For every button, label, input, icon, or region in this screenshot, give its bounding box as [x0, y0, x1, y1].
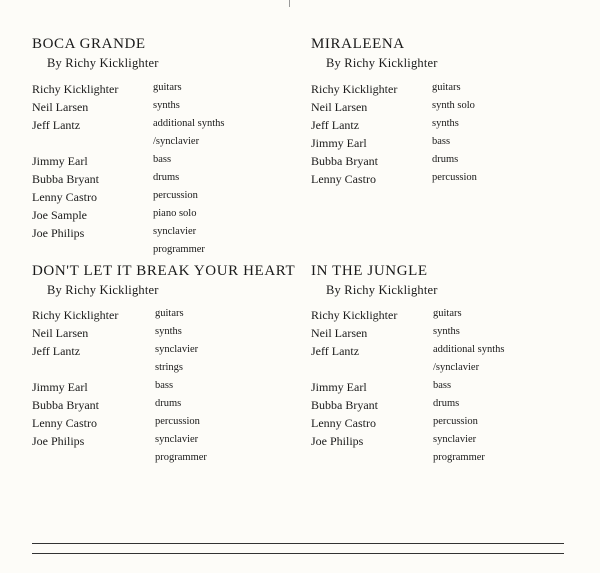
instrument: drums	[433, 398, 460, 409]
instrument: additional synths	[153, 118, 225, 129]
musician-name: Bubba Bryant	[32, 398, 99, 412]
instrument: /synclavier	[153, 136, 200, 147]
byline: By Richy Kicklighter	[326, 56, 438, 70]
instrument: synths	[432, 118, 459, 129]
musician-name: Neil Larsen	[32, 326, 89, 340]
top-tick-mark	[289, 0, 290, 7]
song-title-dont-let-it-break-your-heart: DON'T LET IT BREAK YOUR HEART	[32, 263, 296, 279]
byline: By Richy Kicklighter	[47, 283, 159, 297]
musician-name: Jimmy Earl	[311, 380, 367, 394]
musician-name: Jimmy Earl	[32, 380, 88, 394]
song-title-in-the-jungle: IN THE JUNGLE	[311, 263, 428, 279]
musician-name: Jeff Lantz	[32, 344, 81, 358]
song-title-boca-grande: BOCA GRANDE	[32, 36, 146, 52]
instrument: piano solo	[153, 208, 197, 219]
musician-name: Lenny Castro	[32, 190, 97, 204]
instrument: synths	[155, 326, 182, 337]
musician-name: Neil Larsen	[311, 100, 368, 114]
musician-name: Joe Philips	[32, 434, 85, 448]
musician-name: Bubba Bryant	[311, 398, 378, 412]
musician-name: Joe Sample	[32, 208, 87, 222]
instrument: bass	[433, 380, 452, 391]
musician-name: Neil Larsen	[32, 100, 89, 114]
instrument: programmer	[155, 452, 207, 463]
instrument: percussion	[153, 190, 198, 201]
musician-name: Jimmy Earl	[32, 154, 88, 168]
instrument: drums	[155, 398, 182, 409]
instrument: guitars	[432, 82, 461, 93]
instrument: bass	[432, 136, 451, 147]
musician-name: Jeff Lantz	[311, 344, 360, 358]
instrument: synclavier	[433, 434, 477, 445]
instrument: percussion	[432, 172, 477, 183]
musician-name: Joe Philips	[311, 434, 364, 448]
musician-name: Richy Kicklighter	[32, 82, 119, 96]
musician-name: Bubba Bryant	[311, 154, 378, 168]
musician-name: Jimmy Earl	[311, 136, 367, 150]
musician-name: Jeff Lantz	[32, 118, 81, 132]
instrument: synclavier	[155, 344, 199, 355]
byline: By Richy Kicklighter	[326, 283, 438, 297]
instrument: programmer	[433, 452, 485, 463]
musician-name: Neil Larsen	[311, 326, 368, 340]
instrument: additional synths	[433, 344, 505, 355]
musician-name: Jeff Lantz	[311, 118, 360, 132]
musician-name: Joe Philips	[32, 226, 85, 240]
musician-name: Richy Kicklighter	[311, 308, 398, 322]
instrument: drums	[153, 172, 180, 183]
instrument: synth solo	[432, 100, 475, 111]
musician-name: Lenny Castro	[32, 416, 97, 430]
instrument: guitars	[433, 308, 462, 319]
musician-name: Richy Kicklighter	[311, 82, 398, 96]
musician-name: Lenny Castro	[311, 172, 376, 186]
instrument: programmer	[153, 244, 205, 255]
instrument: bass	[155, 380, 174, 391]
musician-name: Lenny Castro	[311, 416, 376, 430]
instrument: guitars	[153, 82, 182, 93]
musician-name: Richy Kicklighter	[32, 308, 119, 322]
musician-name: Bubba Bryant	[32, 172, 99, 186]
instrument: synths	[433, 326, 460, 337]
instrument: strings	[155, 362, 184, 373]
byline: By Richy Kicklighter	[47, 56, 159, 70]
instrument: bass	[153, 154, 172, 165]
instrument: percussion	[155, 416, 200, 427]
instrument: guitars	[155, 308, 184, 319]
instrument: synclavier	[155, 434, 199, 445]
divider-rule	[32, 543, 564, 544]
song-title-miraleena: MIRALEENA	[311, 36, 405, 52]
divider-rule	[32, 553, 564, 554]
instrument: drums	[432, 154, 459, 165]
instrument: synclavier	[153, 226, 197, 237]
instrument: synths	[153, 100, 180, 111]
instrument: /synclavier	[433, 362, 480, 373]
instrument: percussion	[433, 416, 478, 427]
